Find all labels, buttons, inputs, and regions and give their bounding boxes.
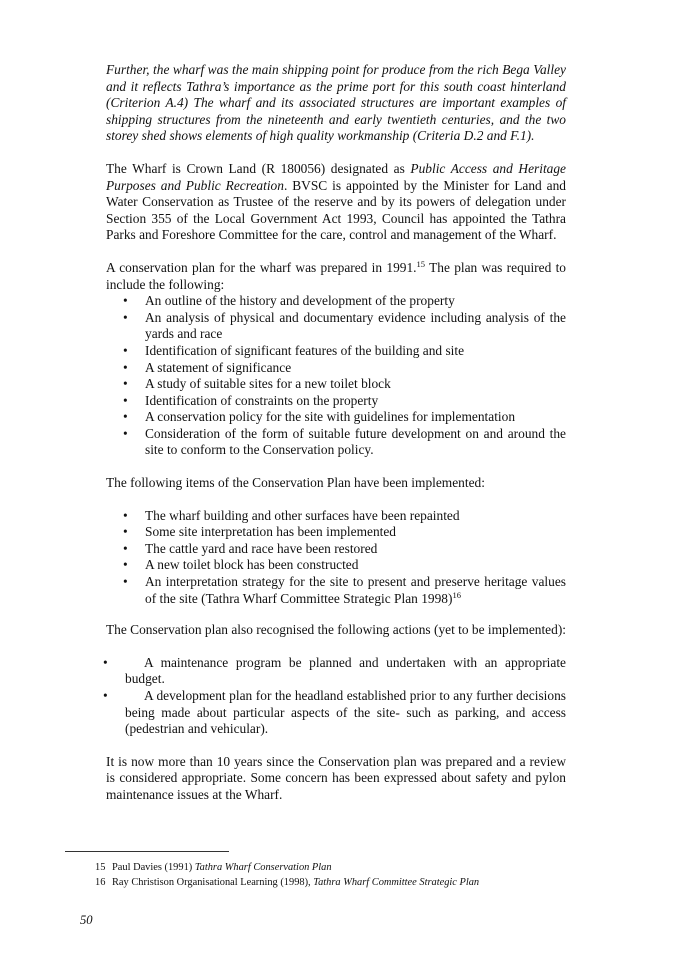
bullet-icon: • bbox=[123, 309, 128, 325]
footnote-ref-15[interactable]: 15 bbox=[416, 258, 426, 269]
list-item-text: A study of suitable sites for a new toilet block bbox=[145, 376, 391, 392]
list-item bbox=[106, 293, 566, 310]
footnote-ref-16[interactable]: 16 bbox=[452, 589, 461, 600]
footnote-title: Tathra Wharf Conservation Plan bbox=[194, 862, 332, 873]
bullet-icon: • bbox=[123, 574, 128, 590]
list-item-text: A maintenance program be planned and undertaken with an appropriate budget. bbox=[125, 654, 566, 687]
list-item-text: A new toilet block has been constructed bbox=[145, 557, 359, 573]
list-item-text: A statement of significance bbox=[145, 359, 292, 375]
crown-land-paragraph bbox=[106, 161, 566, 244]
list-item-text: Consideration of the form of suitable future development on and around the site to conform to the Conservation policy. bbox=[145, 425, 566, 458]
list-item bbox=[103, 688, 566, 738]
implemented-intro-paragraph: The following items of the Conservation Plan have been implemented: bbox=[106, 475, 485, 491]
bullet-icon: • bbox=[123, 359, 128, 375]
bullet-icon: • bbox=[123, 342, 128, 358]
plan-intro-text-b: The plan was required to include the following: bbox=[106, 259, 566, 292]
footnote-number: 15 bbox=[95, 862, 106, 873]
list-item bbox=[106, 310, 566, 343]
list-item-text: Some site interpretation has been implemented bbox=[145, 524, 397, 540]
action-items-list bbox=[103, 654, 566, 738]
bullet-icon: • bbox=[123, 293, 128, 309]
required-items-list bbox=[106, 293, 566, 459]
bullet-icon: • bbox=[123, 540, 128, 556]
list-item bbox=[106, 393, 566, 410]
criteria-paragraph: Further, the wharf was the main shipping point for produce from the rich Bega Valley and it reflects Tathra’s importance as the prime port for this south coast hinterland (Criterion A.4) The wharf and its associated structures are important examples of shipping structures from the nineteenth and early twentieth centuries, and the two storey shed shows elements of high quality workmanship (Criteria D.2 and F.1). bbox=[106, 62, 566, 144]
bullet-icon: • bbox=[123, 507, 128, 523]
list-item-text: Identification of constraints on the property bbox=[145, 392, 379, 408]
actions-intro-paragraph: The Conservation plan also recognised the following actions (yet to be implemented): bbox=[106, 622, 566, 638]
list-item bbox=[106, 426, 566, 459]
bullet-icon: • bbox=[123, 409, 128, 425]
bullet-icon: • bbox=[123, 392, 128, 408]
footnotes bbox=[95, 860, 575, 890]
list-item bbox=[106, 409, 566, 426]
bullet-icon: • bbox=[103, 688, 108, 703]
list-item-text: An analysis of physical and documentary evidence including analysis of the yards and race bbox=[145, 309, 566, 342]
footnote-text: Ray Christison Organisational Learning (1998), bbox=[112, 877, 314, 888]
list-item bbox=[106, 360, 566, 377]
plan-intro-text: A conservation plan for the wharf was prepared in 1991. bbox=[106, 259, 417, 275]
list-item bbox=[106, 508, 566, 525]
list-item-text: The wharf building and other surfaces have been repainted bbox=[145, 507, 460, 523]
list-item-text: A development plan for the headland established prior to any further decisions being made about particular aspects of the site- such as parking, and access (pedestrian and vehicular). bbox=[125, 688, 566, 737]
list-item bbox=[106, 524, 566, 541]
footnote-text: Paul Davies (1991) bbox=[112, 862, 195, 873]
bullet-icon: • bbox=[123, 557, 128, 573]
list-item bbox=[106, 376, 566, 393]
bullet-icon: • bbox=[123, 524, 128, 540]
implemented-items-list bbox=[106, 508, 566, 608]
list-item-text: An outline of the history and development of the property bbox=[145, 293, 455, 309]
bullet-icon: • bbox=[123, 425, 128, 441]
list-item bbox=[106, 574, 566, 607]
footnote-divider bbox=[65, 851, 229, 852]
page-number: 50 bbox=[80, 913, 93, 927]
footnote-title: Tathra Wharf Committee Strategic Plan bbox=[313, 877, 480, 888]
bullet-icon: • bbox=[103, 654, 108, 670]
list-item-text: Identification of significant features of the building and site bbox=[145, 342, 465, 358]
list-item bbox=[106, 343, 566, 360]
footnote bbox=[95, 860, 575, 875]
list-item bbox=[106, 557, 566, 574]
bullet-icon: • bbox=[123, 376, 128, 392]
crown-land-text-a: The Wharf is Crown Land (R 180056) designated as bbox=[106, 160, 411, 176]
document-body bbox=[103, 62, 566, 804]
plan-intro-paragraph bbox=[106, 260, 566, 293]
crown-land-designation: Public Access and Heritage Purposes and Public Recreation bbox=[106, 160, 566, 193]
crown-land-text-b: . BVSC is appointed by the Minister for Land and Water Conservation as Trustee of the reserve and by its powers of delegation under Section 355 of the Local Government Act 1993, Council has appointed the Tathra Parks and Foreshore Committee for the care, control and management of the Wharf. bbox=[106, 177, 566, 243]
list-item-text: The cattle yard and race have been restored bbox=[145, 540, 378, 556]
list-item bbox=[103, 654, 566, 688]
list-item-text: An interpretation strategy for the site to present and preserve heritage values of the site (Tathra Wharf Committee Strategic Plan 1998) bbox=[145, 574, 566, 606]
list-item-text: A conservation policy for the site with guidelines for implementation bbox=[145, 409, 516, 425]
closing-paragraph: It is now more than 10 years since the Conservation plan was prepared and a review is considered appropriate. Some concern has been expressed about safety and pylon maintenance issues at the Wharf. bbox=[106, 753, 566, 802]
footnote-number: 16 bbox=[95, 877, 106, 888]
footnote bbox=[95, 875, 575, 890]
list-item bbox=[106, 541, 566, 558]
